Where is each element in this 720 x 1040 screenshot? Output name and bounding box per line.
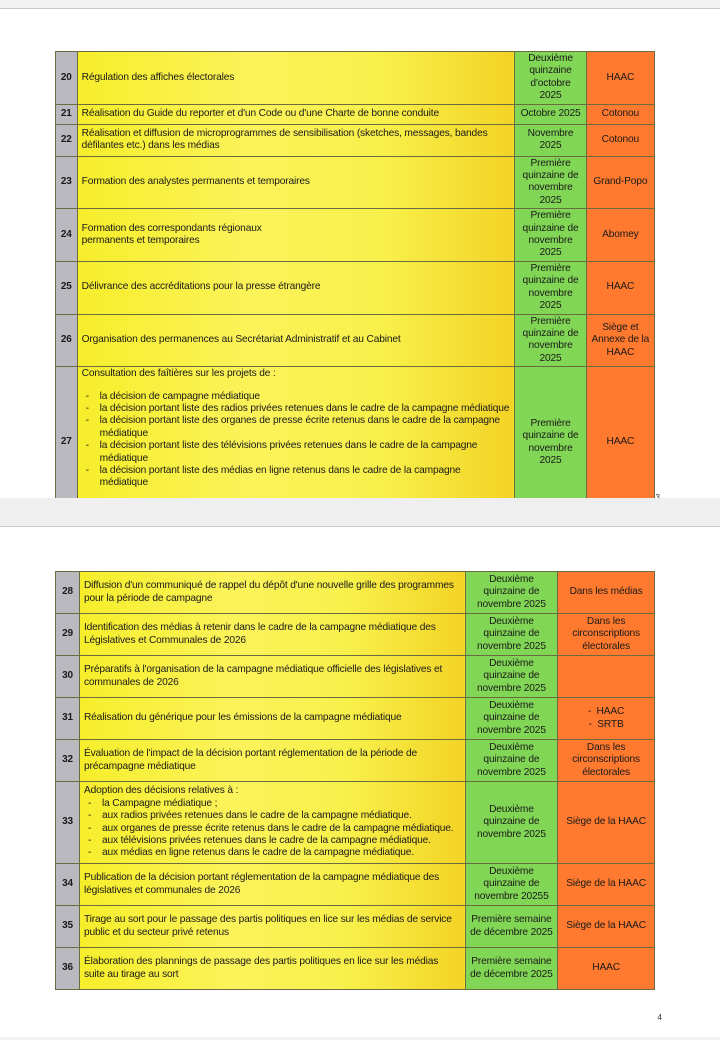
table-row	[56, 209, 655, 262]
location-cell: Abomey	[586, 209, 654, 262]
date-cell: Deuxième quinzaine de novembre 2025	[465, 656, 558, 698]
location-cell	[558, 656, 655, 698]
date-cell: Première quinzaine de novembre 2025	[515, 261, 586, 314]
table-row	[56, 314, 655, 367]
bullet-item: - aux organes de presse écrite retenus dans le cadre de la campagne médiatique.	[88, 823, 461, 835]
date-cell: Octobre 2025	[515, 104, 586, 124]
task-cell: Régulation des affiches électorales	[77, 52, 515, 105]
bullet-item: - la décision de campagne médiatique	[86, 391, 511, 403]
row-number: 32	[56, 740, 80, 782]
task-cell	[77, 367, 515, 519]
table-row	[56, 124, 655, 156]
date-cell: Première quinzaine de novembre 2025	[515, 209, 586, 262]
task-cell: Formation des analystes permanents et temporaires	[77, 156, 515, 209]
location-cell: Siège et Annexe de la HAAC	[586, 314, 654, 367]
location-cell: Siège de la HAAC	[558, 782, 655, 864]
bullet-item: - la Campagne médiatique ;	[88, 798, 461, 810]
location-cell: HAAC	[586, 261, 654, 314]
table-row	[56, 614, 655, 656]
location-cell	[558, 698, 655, 740]
bullet-item: - aux médias en ligne retenus dans le cadre de la campagne médiatique.	[88, 847, 461, 859]
location-cell: Dans les circonscriptions électorales	[558, 614, 655, 656]
document-page-4	[0, 526, 720, 1037]
table-row	[56, 52, 655, 105]
location-cell: HAAC	[586, 52, 654, 105]
bullet-item: - la décision portant liste des radios privées retenues dans le cadre de la campagne médiatique	[86, 403, 511, 415]
date-cell: Première semaine de décembre 2025	[465, 906, 558, 948]
date-cell: Première quinzaine de novembre 2025	[515, 314, 586, 367]
page-number: 4	[657, 1013, 662, 1022]
table-row	[56, 698, 655, 740]
activity-table	[55, 51, 655, 519]
table-row	[56, 948, 655, 990]
location-cell: HAAC	[558, 948, 655, 990]
task-cell	[79, 782, 465, 864]
bullet-item: - aux télévisions privées retenues dans le cadre de la campagne médiatique.	[88, 835, 461, 847]
row-number: 20	[56, 52, 78, 105]
location-cell: Grand-Popo	[586, 156, 654, 209]
task-cell: Préparatifs à l'organisation de la campagne médiatique officielle des législatives et communales de 2026	[79, 656, 465, 698]
bullet-item: - aux radios privées retenues dans le cadre de la campagne médiatique.	[88, 810, 461, 822]
location-cell: HAAC	[586, 367, 654, 519]
table-row	[56, 906, 655, 948]
location-cell: Siège de la HAAC	[558, 906, 655, 948]
row-number: 31	[56, 698, 80, 740]
row-number: 29	[56, 614, 80, 656]
task-cell: Tirage au sort pour le passage des partis politiques en lice sur les médias de service public et du secteur privé retenus	[79, 906, 465, 948]
task-cell: Identification des médias à retenir dans le cadre de la campagne médiatique des Législatives et Communales de 2026	[79, 614, 465, 656]
row-number: 36	[56, 948, 80, 990]
location-cell: Siège de la HAAC	[558, 864, 655, 906]
bullet-item: - la décision portant liste des médias en ligne retenus dans le cadre de la campagne médiatique	[86, 465, 511, 490]
task-cell: Diffusion d'un communiqué de rappel du dépôt d'une nouvelle grille des programmes pour la période de campagne	[79, 572, 465, 614]
row-number: 33	[56, 782, 80, 864]
table-row	[56, 367, 655, 519]
table-row	[56, 782, 655, 864]
table-row	[56, 104, 655, 124]
task-cell: Évaluation de l'impact de la décision portant réglementation de la période de précampagne médiatique	[79, 740, 465, 782]
date-cell: Deuxième quinzaine de novembre 2025	[465, 740, 558, 782]
date-cell: Deuxième quinzaine de novembre 20255	[465, 864, 558, 906]
bullet-list	[82, 391, 511, 490]
date-cell: Deuxième quinzaine de novembre 2025	[465, 614, 558, 656]
row-number: 30	[56, 656, 80, 698]
task-cell: Organisation des permanences au Secrétariat Administratif et au Cabinet	[77, 314, 515, 367]
location-cell: Cotonou	[586, 104, 654, 124]
task-cell: Réalisation et diffusion de microprogrammes de sensibilisation (sketches, messages, bandes défilantes etc.) dans les médias	[77, 124, 515, 156]
row-number: 27	[56, 367, 78, 519]
activity-table	[55, 571, 655, 990]
table-row	[56, 864, 655, 906]
row-number: 22	[56, 124, 78, 156]
date-cell: Novembre 2025	[515, 124, 586, 156]
row-number: 35	[56, 906, 80, 948]
table-row	[56, 261, 655, 314]
spacer	[82, 381, 511, 391]
table-row	[56, 656, 655, 698]
row-number: 34	[56, 864, 80, 906]
row-number: 28	[56, 572, 80, 614]
date-cell: Deuxième quinzaine de novembre 2025	[465, 572, 558, 614]
date-cell: Deuxième quinzaine de novembre 2025	[465, 698, 558, 740]
document-page-3	[0, 8, 720, 499]
location-item: - SRTB	[562, 719, 650, 731]
location-cell: Dans les circonscriptions électorales	[558, 740, 655, 782]
location-cell: Dans les médias	[558, 572, 655, 614]
task-cell: Réalisation du Guide du reporter et d'un Code ou d'une Charte de bonne conduite	[77, 104, 515, 124]
row-number: 26	[56, 314, 78, 367]
task-cell: Réalisation du générique pour les émissions de la campagne médiatique	[79, 698, 465, 740]
date-cell: Première quinzaine de novembre 2025	[515, 367, 586, 519]
task-cell: Formation des correspondants régionaux permanents et temporaires	[77, 209, 515, 262]
table-row	[56, 740, 655, 782]
date-cell: Deuxième quinzaine de novembre 2025	[465, 782, 558, 864]
task-cell: Publication de la décision portant réglementation de la campagne médiatique des législatives et communales de 2026	[79, 864, 465, 906]
row-number: 25	[56, 261, 78, 314]
row-number: 21	[56, 104, 78, 124]
bullet-item: - la décision portant liste des télévisions privées retenues dans le cadre de la campagne médiatique	[86, 440, 511, 465]
location-item: - HAAC	[562, 706, 650, 718]
bullet-list	[84, 798, 461, 860]
row-number: 24	[56, 209, 78, 262]
task-cell: Délivrance des accréditations pour la presse étrangère	[77, 261, 515, 314]
date-cell: Première quinzaine de novembre 2025	[515, 156, 586, 209]
location-cell: Cotonou	[586, 124, 654, 156]
date-cell: Première semaine de décembre 2025	[465, 948, 558, 990]
date-cell: Deuxième quinzaine d'octobre 2025	[515, 52, 586, 105]
task-intro: Consultation des faîtières sur les projets de :	[81, 368, 276, 380]
table-row	[56, 572, 655, 614]
table-row	[56, 156, 655, 209]
page-separator	[0, 498, 720, 526]
task-intro: Adoption des décisions relatives à :	[83, 785, 239, 797]
bullet-item: - la décision portant liste des organes de presse écrite retenus dans le cadre de la campagne médiatique	[86, 415, 511, 440]
task-cell: Élaboration des plannings de passage des partis politiques en lice sur les médias suite au tirage au sort	[79, 948, 465, 990]
row-number: 23	[56, 156, 78, 209]
